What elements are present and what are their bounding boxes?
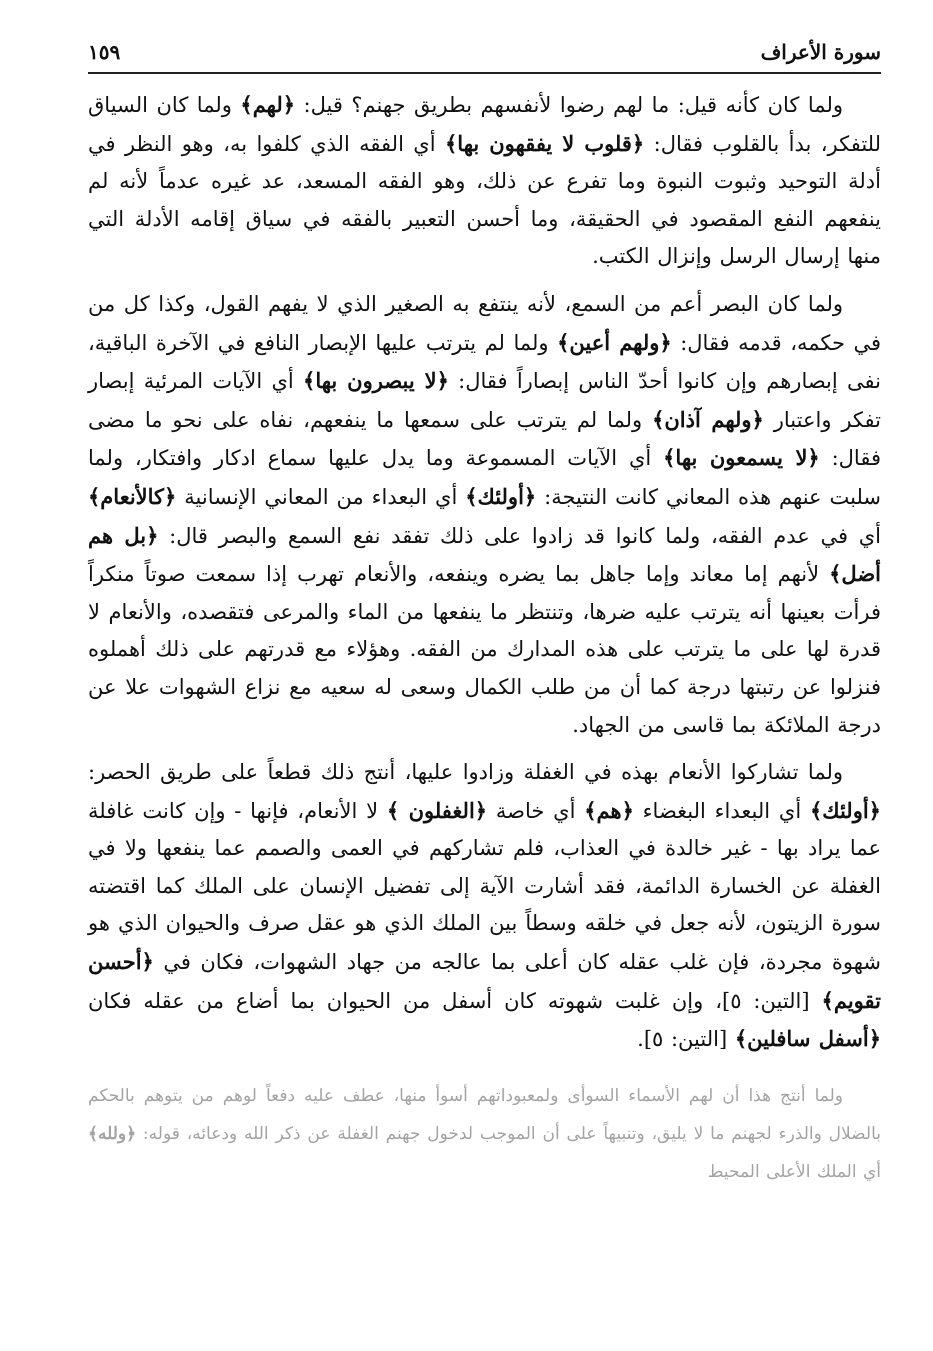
page-number: ١٥٩ [88, 40, 121, 64]
text-run: لا الأنعام، فإنها - وإن كانت غافلة عما يراد بها - غير خالدة في العذاب، فلم تشاركهم في العمى والصمم عما ينفعها ولا في الغفلة عن الخسارة الدائمة، فقد أشارت الآية إلى تفضيل الإنسان على الملك كما اقتضته سورة الزيتون، لأنه جعل في خلقه وسطاً بين الملك الذي هو عقل صرف والحيوان الذي هو شهوة مجردة، فإن غلب عقله كان أعلى بما عالجه من جهاد الشهوات، فكان في [88, 798, 881, 975]
quran-quote: ﴿ولهم أعين﴾ [557, 329, 672, 355]
text-run: ولما تشاركوا الأنعام بهذه في الغفلة وزادوا عليها، أنتج ذلك قطعاً على طريق الحصر: [88, 760, 843, 785]
body-text [88, 86, 881, 1201]
quran-quote: ﴿لهم﴾ [240, 92, 296, 117]
paragraph [88, 286, 881, 744]
quran-quote: ﴿ولله﴾ [88, 1123, 137, 1144]
quran-quote: ﴿ولهم آذان﴾ [652, 406, 764, 432]
paragraph [88, 754, 881, 1059]
text-run: أي البعداء من المعاني الإنسانية [176, 484, 466, 509]
text-run: أي الفقه الذي كلفوا به، وهو النظر في أدلة التوحيد وثبوت النبوة وما تفرع عن ذلك، وهو الفقه المسعد، عد غيره عدماً لأنه لم ينفعهم النفع المقصود في الحقيقة، وما أحسن التعبير بالفقه في سياق إقامه الأدلة التي منها إرسال الرسل وإنزال الكتب. [88, 131, 881, 269]
text-run: أي خاصة [487, 798, 585, 823]
text-run: لأنهم إما معاند وإما جاهل بما يضره وينفعه، والأنعام تهرب إذا سمعت صوتاً منكراً فرأت بعينها أنه يترتب عليه ضرها، وتنتظر ما ينفعها من الماء والمرعى فتقصده، والأنعام لا قدرة لها على ما يترتب على هذه المدارك من الفقه. وهؤلاء مع قدرتهم على ذلك أهملوه فنزلوا عن رتبتها درجة كما أن من طلب الكمال وسعى له سعيه مع نزاع الشهوات علا عن درجة الملائكة بما قاسى من الجهاد. [88, 562, 881, 737]
quran-quote: ﴿كالأنعام﴾ [88, 483, 177, 509]
quran-quote: ﴿أحسن تقويم﴾ [88, 949, 881, 1013]
quran-quote: ﴿بل هم أضل﴾ [88, 522, 881, 587]
text-run: أي البعداء البغضاء [633, 798, 810, 823]
text-run: أي الآيات المرئية إبصار تفكر واعتبار [88, 369, 881, 432]
text-run: ولما كان البصر أعم من السمع، لأنه ينتفع به الصغير الذي لا يفهم القول، وكذا كل من في حكمه، قدمه فقال: [88, 291, 881, 355]
surah-name: سورة الأعراف [760, 40, 881, 64]
quran-quote: ﴿لا يسمعون بها﴾ [663, 445, 820, 471]
text-run: ولما لم يترتب على سمعها ما ينفعهم، نفاه على نحو ما مضى فقال: [88, 407, 881, 471]
text-run: أي الآيات المسموعة وما يدل عليها سماع ادكار وافتكار، ولما سلبت عنهم هذه المعاني كانت النتيجة: [88, 446, 881, 509]
text-run: أي في عدم الفقه، ولما كانوا قد زادوا على ذلك تفقد نفع السمع والبصر قال: [158, 523, 881, 548]
text-run: ولما لم يترتب عليها الإبصار النافع في الآخرة الباقية، نفى إبصارهم وإن كانوا أحدّ الناس إبصاراً فقال: [88, 330, 881, 394]
paragraph [88, 86, 881, 276]
quran-quote: ﴿لا يبصرون بها﴾ [303, 368, 449, 394]
quran-quote: ﴿أولئك﴾ [809, 797, 881, 823]
quran-quote: ﴿أولئك﴾ [465, 483, 537, 509]
header-divider [88, 72, 881, 74]
text-run: [التين: ٥]. [637, 1027, 735, 1052]
quran-quote: ﴿قلوب لا يفقهون بها﴾ [444, 130, 645, 156]
text-run: ولما أنتج هذا أن لهم الأسماء السوأى ولمعبوداتهم أسوأ منها، عطف عليه دفعاً لوهم من يتوهم بالحكم بالضلال والذرء لجهنم ما لا يليق، وتنبيهاً على أن الموجب لدخول جهنم الغفلة عن ذكر الله ودعائه، قوله: [88, 1085, 881, 1144]
page-header [88, 34, 881, 74]
text-run: ولما كان السياق للتفكر، بدأ بالقلوب فقال: [88, 93, 882, 156]
quran-quote: ﴿أسفل سافلين﴾ [734, 1026, 881, 1052]
paragraph-faded [88, 1077, 881, 1191]
quran-quote: ﴿هم﴾ [584, 797, 634, 823]
text-run: أي الملك الأعلى المحيط [707, 1161, 881, 1182]
text-run: [التين: ٥]، وإن غلبت شهوته كان أسفل من الحيوان بما أضاع من عقله فكان [88, 988, 822, 1013]
quran-quote: ﴿الغفلون ﴾ [386, 797, 488, 823]
text-run: ولما كان كأنه قيل: ما لهم رضوا لأنفسهم بطريق جهنم؟ قيل: [295, 93, 843, 117]
